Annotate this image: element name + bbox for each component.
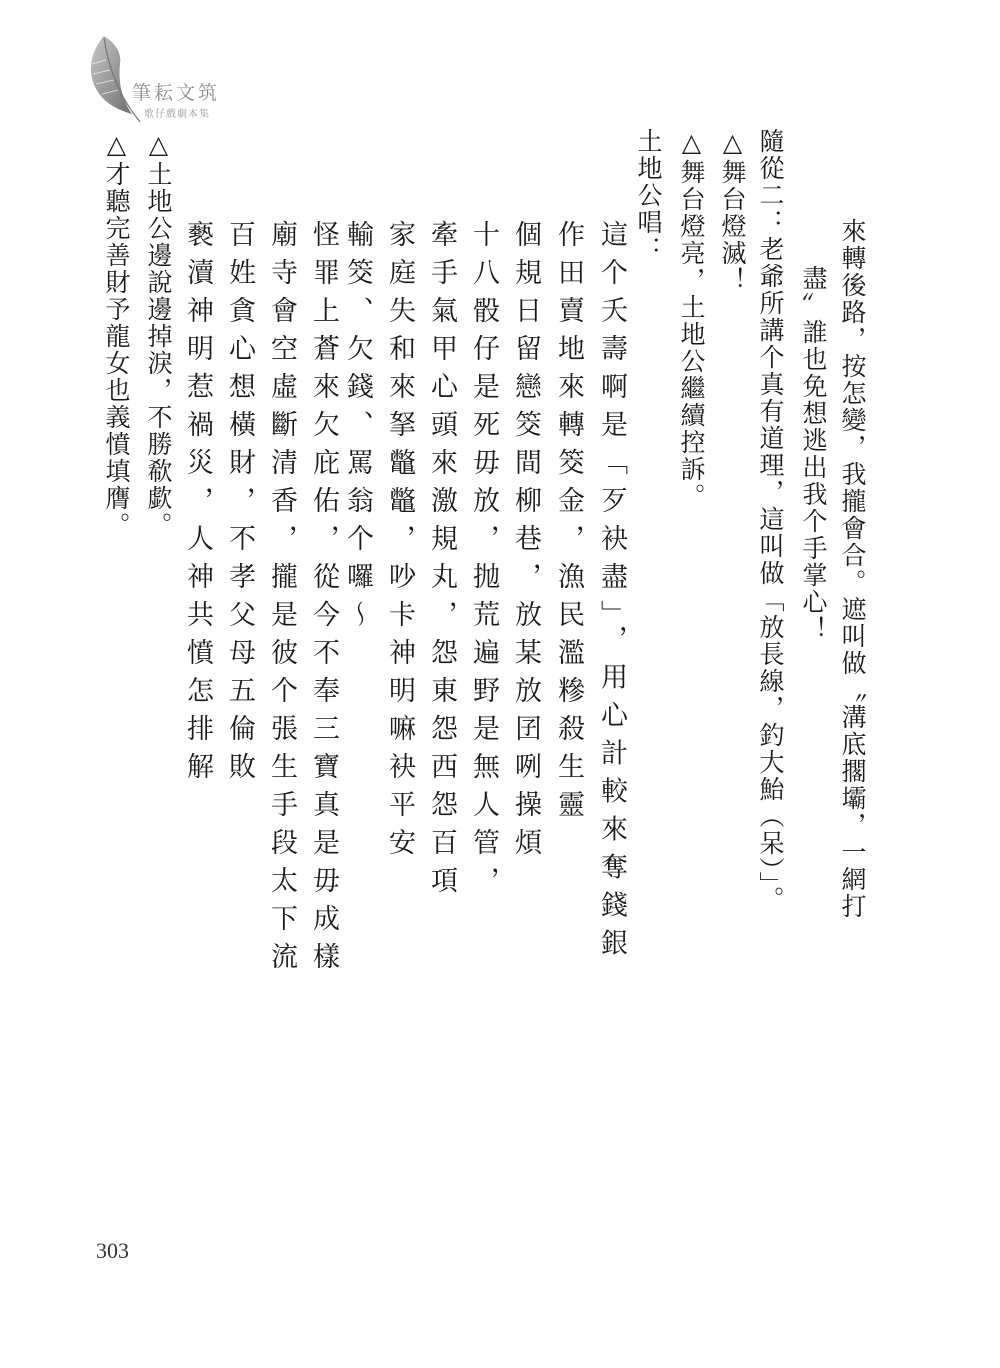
verse-line: 牽手氣甲心頭來激規丸，怨東怨西怨百項 — [426, 220, 457, 904]
text-column: 土地公唱： — [634, 128, 663, 263]
page-number: 303 — [96, 1238, 129, 1263]
verse-line: 怪罪上蒼來欠庇佑，從今不奉三寶真是毋成樣 — [308, 220, 339, 980]
verse-line: 百姓貪心想橫財，不孝父母五倫敗 — [224, 220, 255, 790]
verse-line: 廟寺會空虛斷清香，攏是彼个張生手段太下流 — [266, 220, 297, 980]
stage-direction: △土地公邊說邊掉淚，不勝欷歔。 — [144, 130, 173, 539]
stage-direction: △才聽完善財予龍女也義憤填膺。 — [102, 130, 131, 539]
verse-line: 褻瀆神明惹禍災，人神共憤怎排解 — [182, 220, 213, 790]
running-header — [84, 34, 224, 124]
verse-line: 這个夭壽啊是「歹袂盡」，用心計較來奪錢銀 — [596, 220, 627, 967]
verse-line: 家庭失和來拏鼈鼈，吵卡神明嘛袂平安 — [384, 220, 415, 866]
header-subtitle: 歌仔戲劇本集 — [144, 109, 210, 120]
verse-line: 十八骰仔是死毋放，抛荒遍野是無人管， — [468, 220, 499, 904]
text-column: 盡〞誰也免想逃出我个手掌心！ — [799, 265, 828, 643]
verse-line: 個規日留戀筊間柳巷，放某放囝咧操煩 — [510, 220, 541, 866]
text-column: △舞台燈亮，土地公繼續控訴。 — [677, 128, 706, 510]
text-column: △舞台燈滅！ — [718, 128, 747, 294]
text-column: 來轉後路，按怎變，我攏會合。遮叫做〝溝底擱壩，一網打 — [838, 218, 867, 920]
text-column: 隨從二：老爺所講个真有道理，這叫做「放長線，釣大鮐（呆）」。 — [756, 128, 785, 913]
verse-line: 作田賣地來轉筊金，漁民濫糝殺生靈 — [553, 220, 584, 828]
header-title: 筆耘文筑 — [132, 82, 221, 104]
verse-line: 輸筊、欠錢、罵翁个囉～ — [342, 220, 373, 638]
